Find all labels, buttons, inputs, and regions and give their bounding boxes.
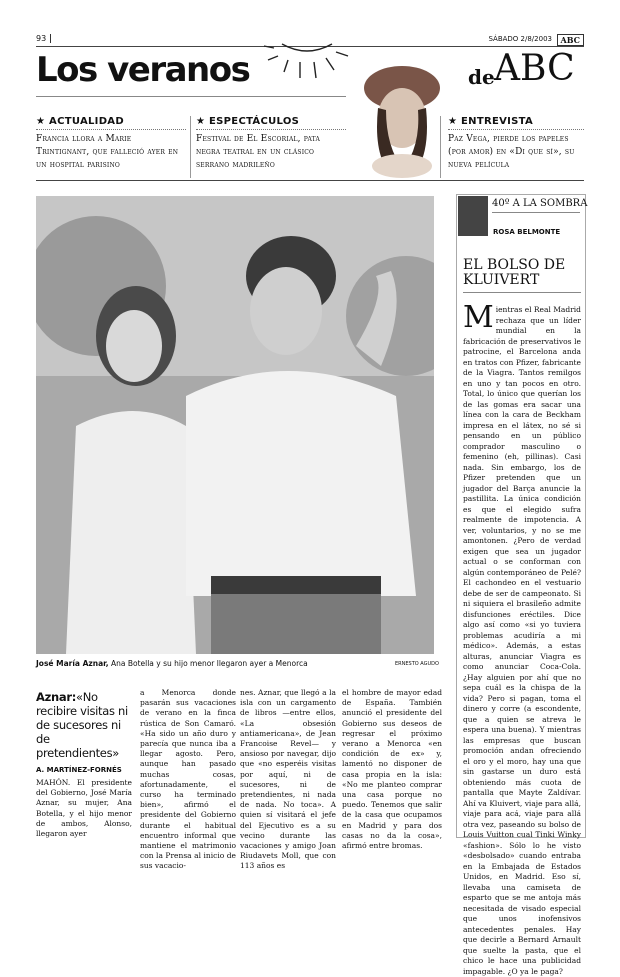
columnist-photo: [458, 196, 488, 236]
column-title-rule: [463, 292, 581, 293]
column-text: ientras el Real Madrid rechaza que un líder mundial en la fabricación de preservativos le patrocine, el Barcelona anda en tratos con Pfizer, fabricante de la Viagra. Tantos remilgos en uno y tan pocos en otro. Total, lo único que querían los de las gomas era sacar una línea con la cara de Beckham impresa en el látex, no sé si pensando en un público comprador masculino o femenino (eh, pillinas). Casi nada. Sin embargo, los de Pfizer pretenden que un jugador del Barça anuncie la pastillita. La única condición es que el elegido sufra realmente de impotencia. A ver, voluntarios, y no se me amontonen. ¿Pero de verdad exigen que sea un jugador actual o se conforman con algún contemporáneo de Pelé? El cachondeo en el vestuario debe de ser de campeonato. Si ni siquiera el brasileño admite disfunciones eréctiles. Dice algo así como «si yo tuviera problemas acudiría a mi médico». Además, a estas alturas, anunciar Viagra es como anunciar Coca-Cola. ¿Hay alguien por ahí que no sepa cuál es la chispa de la vida? Pero si pagan, toma el dinero y corre (a escondente, que a quien se atreva le espera una buena). Y mientras las empresas que buscan promoción andan ofreciendo el oro y el moro, hay una que sin gastarse un duro está obteniendo más cuota de pantalla que Mayte Zaldívar. Ahí va Kluivert, viaje para allá, viaje para acá, viaje para allá otra vez, paseando su bolso de Louis Vuitton cual Tinki Winky «fashion». Sólo lo he visto «desbolsado» cuando entraba en la Embajada de Estados Unidos, en Madrid. Eso sí, llevaba una camiseta de esparto que se me antoja más necesitada de visado especial que unos inofensivos antecedentes penales. Hay que decirle a Bernard Arnault que suelte la pasta, que el chico le hace una publicidad impagable. ¿O ya le paga?: [463, 305, 581, 976]
portrait-photo: [356, 48, 448, 178]
article-col-1: MAHÓN. El presidente del Gobierno, José María Aznar, su mujer, Ana Botella, y el hijo menor de ambos, Alonso, llegaron ayer: [36, 778, 132, 839]
star-icon: ★: [36, 116, 50, 127]
article-headline: [36, 690, 132, 760]
section-label: ENTREVISTA: [461, 116, 534, 127]
main-photo: [36, 196, 434, 654]
section-actualidad[interactable]: [36, 116, 186, 172]
star-icon: ★: [196, 116, 210, 127]
column-rule: [492, 212, 580, 213]
brand-logo: ABC: [494, 48, 575, 89]
column-title: EL BOLSO DE KLUIVERT: [463, 257, 566, 288]
section-label: ESPECTÁCULOS: [209, 116, 300, 127]
article-author: A. MARTÍNEZ-FORNÉS: [36, 766, 122, 774]
title-de: de: [468, 65, 495, 89]
section-rule: [36, 180, 584, 181]
page-number: 93: [36, 34, 51, 43]
article-col-3: nes. Aznar, que llegó a la isla con un cargamento de libros —entre ellos, «La obsesión antiamericana», de Jean Francoise Revel— y ansioso por navegar, dijo que «no esperéis visitas por aquí, ni de sucesores, ni de pretendientes, ni nada de nada. No toca». A quien sí visitará el jefe del Ejecutivo es a su vecino durante las vacaciones y amigo Joan Riudavets Moll, que con 113 años es: [240, 688, 336, 871]
article-col-4: el hombre de mayor edad de España. También anunció el presidente del Gobierno sus deseos de regresar el próximo verano a Menorca «en condición de ex» y, lamentó no disponer de casa propia en la isla: «No me planteo comprar una casa porque no puedo. Tenemos que salir de la casa que ocupamos en Madrid y para dos casas no da la cosa», afirmó entre bromas.: [342, 688, 442, 851]
section-title: Los veranos: [36, 50, 250, 90]
photo-credit: ERNESTO AGUDO: [395, 661, 439, 667]
date: SÁBADO 2/8/2003: [488, 35, 552, 43]
sun-icon: [262, 40, 352, 84]
headline-name: Aznar:: [36, 690, 77, 704]
section-label: ACTUALIDAD: [49, 116, 124, 127]
column-body: [463, 300, 581, 977]
headline-quote: «No recibire visitas ni de sucesores ni de pretendientes»: [36, 690, 128, 760]
brand-small: ABC: [557, 34, 584, 46]
section-entrevista[interactable]: [448, 116, 584, 172]
caption-name: José María Aznar,: [36, 659, 109, 668]
column-heading: 40º A LA SOMBRA: [492, 198, 588, 209]
divider: [190, 116, 191, 178]
section-text: Festival de El Escorial, pata negra teatral en un clásico serrano madrileño: [196, 134, 321, 170]
section-text: Francia llora a Marie Trintignant, que falleció ayer en un hospital parisino: [36, 134, 179, 170]
section-text: Paz Vega, pierde los papeles (por amor) en «Di que sí», su nueva película: [448, 134, 575, 170]
dropcap: M: [463, 300, 494, 335]
caption-text: Ana Botella y su hijo menor llegaron ayer a Menorca: [108, 659, 308, 668]
photo-caption: [36, 659, 308, 668]
article-col-2: a Menorca donde pasarán sus vacaciones de verano en la finca rústica de Son Camaró. «Ha sido un año duro y parecía que nunca iba a llegar agosto. Pero, aunque han pasado muchas cosas, afortunadamente, el curso ha terminado bien», afirmó el presidente del Gobierno durante el habitual encuentro informal que mantiene el matrimonio con la Prensa al inicio de sus vacacio-: [140, 688, 236, 871]
columnist-name: ROSA BELMONTE: [493, 228, 561, 236]
divider: [440, 116, 441, 178]
header-rule: [36, 96, 346, 97]
star-icon: ★: [448, 116, 462, 127]
photo-illustration: [36, 196, 434, 654]
section-espectaculos[interactable]: [196, 116, 346, 172]
